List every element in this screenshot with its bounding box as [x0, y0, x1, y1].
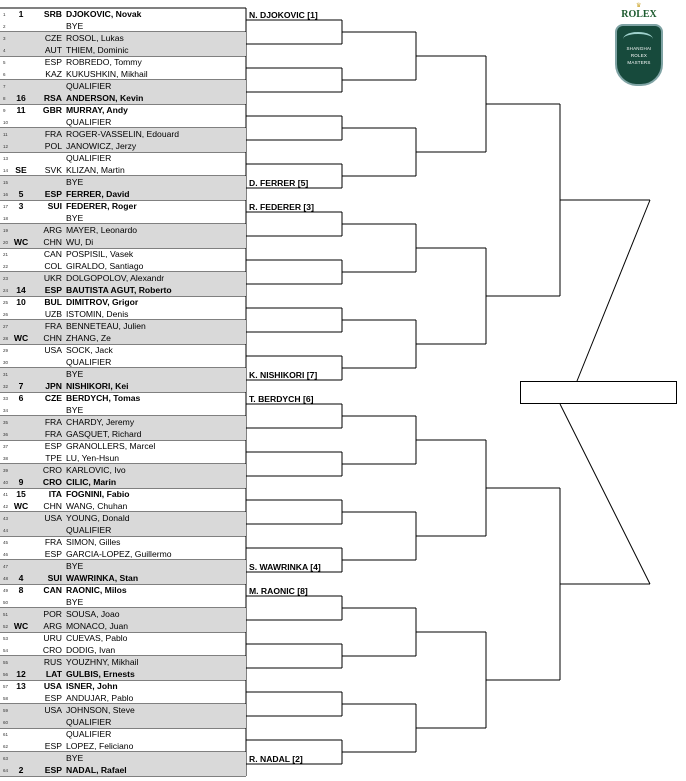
draw-line — [0, 80, 246, 92]
draw-line — [0, 68, 246, 80]
final-winner-box — [520, 381, 677, 404]
draw-number: 49 — [3, 588, 9, 593]
draw-number: 61 — [3, 732, 9, 737]
draw-line — [0, 572, 246, 584]
player-name: ZHANG, Ze — [66, 333, 111, 343]
draw-line — [0, 440, 246, 452]
draw-line — [0, 656, 246, 668]
country-code: USA — [44, 705, 62, 715]
round-two-winner: R. FEDERER [3] — [249, 202, 314, 212]
player-name: KLIZAN, Martin — [66, 165, 125, 175]
player-name: BYE — [66, 561, 84, 571]
draw-line — [0, 464, 246, 476]
country-code: ESP — [44, 57, 62, 67]
player-name: BERDYCH, Tomas — [66, 393, 141, 403]
country-code: CHN — [43, 333, 62, 343]
draw-number: 32 — [3, 384, 9, 389]
draw-line — [0, 56, 246, 68]
draw-line — [0, 680, 246, 692]
draw-number: 59 — [3, 708, 9, 713]
draw-line — [0, 536, 246, 548]
country-code: TPE — [45, 453, 62, 463]
seed-label: 10 — [16, 297, 26, 307]
country-code: ESP — [44, 285, 62, 295]
country-code: USA — [43, 681, 62, 691]
player-name: ROGER-VASSELIN, Edouard — [66, 129, 180, 139]
draw-number: 25 — [3, 300, 9, 305]
draw-number: 31 — [3, 372, 9, 377]
draw-line — [0, 308, 246, 320]
draw-line — [0, 128, 246, 140]
player-name: ROSOL, Lukas — [66, 33, 124, 43]
draw-number: 26 — [3, 312, 9, 317]
draw-number: 39 — [3, 468, 9, 473]
player-name: MONACO, Juan — [66, 621, 129, 631]
country-code: CRO — [42, 645, 62, 655]
draw-number: 55 — [3, 660, 9, 665]
draw-number: 18 — [3, 216, 9, 221]
player-name: YOUNG, Donald — [66, 513, 130, 523]
draw-line — [0, 668, 246, 680]
country-code: SUI — [47, 573, 62, 583]
draw-line — [0, 584, 246, 596]
seed-label: 7 — [18, 381, 24, 391]
draw-line — [0, 20, 246, 32]
player-name: CHARDY, Jeremy — [66, 417, 135, 427]
draw-number: 20 — [3, 240, 9, 245]
draw-number: 35 — [3, 420, 9, 425]
seed-label: 4 — [18, 573, 24, 583]
draw-number: 6 — [3, 72, 6, 77]
draw-line — [0, 284, 246, 296]
draw-line — [0, 260, 246, 272]
player-name: DIMITROV, Grigor — [66, 297, 139, 307]
round-two-winner: S. WAWRINKA [4] — [249, 562, 321, 572]
draw-number: 28 — [3, 336, 9, 341]
country-code: COL — [44, 261, 62, 271]
draw-number: 16 — [3, 192, 9, 197]
draw-line — [0, 500, 246, 512]
country-code: ARG — [43, 225, 62, 235]
player-name: NADAL, Rafael — [66, 765, 127, 775]
draw-line — [0, 692, 246, 704]
draw-number: 47 — [3, 564, 9, 569]
seed-label: 3 — [18, 201, 24, 211]
draw-line — [0, 488, 246, 500]
draw-number: 14 — [3, 168, 9, 173]
round-two-winner: K. NISHIKORI [7] — [249, 370, 318, 380]
player-name: BYE — [66, 597, 84, 607]
round-two-winner: D. FERRER [5] — [249, 178, 309, 188]
player-name: POSPISIL, Vasek — [66, 249, 134, 259]
draw-line — [0, 296, 246, 308]
draw-line — [0, 224, 246, 236]
country-code: ESP — [44, 441, 62, 451]
draw-number: 38 — [3, 456, 9, 461]
seed-label: 8 — [18, 585, 24, 595]
draw-number: 36 — [3, 432, 9, 437]
draw-number: 60 — [3, 720, 9, 725]
player-name: ANDERSON, Kevin — [66, 93, 144, 103]
draw-number: 57 — [3, 684, 9, 689]
player-name: MAYER, Leonardo — [66, 225, 138, 235]
draw-line — [0, 428, 246, 440]
draw-number: 46 — [3, 552, 9, 557]
draw-line — [0, 344, 246, 356]
country-code: GBR — [42, 105, 62, 115]
player-name: BYE — [66, 213, 84, 223]
logo-line-1: SHANGHAI — [626, 46, 652, 51]
seed-label: 12 — [16, 669, 26, 679]
player-name: BYE — [66, 177, 84, 187]
draw-line — [0, 644, 246, 656]
country-code: JPN — [45, 381, 62, 391]
seed-label: 13 — [16, 681, 26, 691]
player-name: BYE — [66, 369, 84, 379]
player-name: QUALIFIER — [66, 153, 112, 163]
draw-number: 37 — [3, 444, 9, 449]
draw-line — [0, 512, 246, 524]
player-name: ISTOMIN, Denis — [66, 309, 129, 319]
player-name: THIEM, Dominic — [66, 45, 129, 55]
draw-number: 12 — [3, 144, 9, 149]
draw-line — [0, 272, 246, 284]
draw-line — [0, 596, 246, 608]
player-name: QUALIFIER — [66, 525, 112, 535]
country-code: AUT — [44, 45, 62, 55]
player-name: MURRAY, Andy — [66, 105, 128, 115]
player-name: LOPEZ, Feliciano — [66, 741, 134, 751]
draw-number: 29 — [3, 348, 9, 353]
draw-line — [0, 320, 246, 332]
draw-number: 44 — [3, 528, 9, 533]
player-name: JOHNSON, Steve — [66, 705, 135, 715]
round-two-winner: R. NADAL [2] — [249, 754, 303, 764]
country-code: CAN — [43, 585, 62, 595]
draw-number: 3 — [3, 36, 6, 41]
draw-number: 1 — [3, 12, 6, 17]
draw-line — [0, 704, 246, 716]
country-code: FRA — [44, 321, 62, 331]
player-name: BYE — [66, 405, 84, 415]
draw-line — [0, 476, 246, 488]
draw-number: 11 — [3, 132, 8, 137]
country-code: ESP — [44, 189, 62, 199]
draw-number: 54 — [3, 648, 9, 653]
draw-number: 8 — [3, 96, 6, 101]
player-name: KUKUSHKIN, Mikhail — [66, 69, 148, 79]
draw-number: 52 — [3, 624, 9, 629]
draw-line — [0, 560, 246, 572]
country-code: SVK — [44, 165, 62, 175]
country-code: URU — [43, 633, 62, 643]
country-code: POL — [44, 141, 62, 151]
draw-number: 9 — [3, 108, 6, 113]
country-code: ESP — [44, 741, 62, 751]
player-name: RAONIC, Milos — [66, 585, 127, 595]
country-code: FRA — [44, 129, 62, 139]
country-code: KAZ — [45, 69, 62, 79]
country-code: CZE — [44, 33, 62, 43]
draw-number: 19 — [3, 228, 9, 233]
round-two-winner: T. BERDYCH [6] — [249, 394, 314, 404]
seed-label: WC — [13, 621, 29, 631]
draw-number: 2 — [3, 24, 6, 29]
round-two-winner: N. DJOKOVIC [1] — [249, 10, 318, 20]
draw-number: 10 — [3, 120, 9, 125]
draw-line — [0, 32, 246, 44]
draw-line — [0, 188, 246, 200]
country-code: ITA — [48, 489, 62, 499]
player-name: LU, Yen-Hsun — [66, 453, 120, 463]
player-name: WAWRINKA, Stan — [66, 573, 139, 583]
player-name: YOUZHNY, Mikhail — [66, 657, 139, 667]
draw-number: 34 — [3, 408, 9, 413]
player-name: QUALIFIER — [66, 729, 112, 739]
player-name: GIRALDO, Santiago — [66, 261, 144, 271]
country-code: CAN — [43, 249, 62, 259]
draw-line — [0, 716, 246, 728]
country-code: RUS — [43, 657, 62, 667]
draw-number: 63 — [3, 756, 9, 761]
draw-number: 53 — [3, 636, 9, 641]
draw-line — [0, 728, 246, 740]
player-name: KARLOVIC, Ivo — [66, 465, 126, 475]
draw-line — [0, 212, 246, 224]
draw-line — [0, 356, 246, 368]
player-name: QUALIFIER — [66, 717, 112, 727]
country-code: BUL — [44, 297, 62, 307]
seed-label: 6 — [18, 393, 24, 403]
seed-label: 2 — [18, 765, 24, 775]
draw-line — [0, 164, 246, 176]
draw-line — [0, 764, 246, 776]
draw-number: 56 — [3, 672, 9, 677]
draw-line — [0, 740, 246, 752]
country-code: ESP — [44, 693, 62, 703]
country-code: ESP — [44, 765, 62, 775]
draw-line — [0, 140, 246, 152]
final-diagonal-top — [577, 200, 650, 381]
country-code: USA — [44, 513, 62, 523]
country-code: RSA — [43, 93, 62, 103]
country-code: CZE — [44, 393, 62, 403]
logo-line-2: ROLEX — [630, 53, 648, 58]
draw-number: 48 — [3, 576, 9, 581]
swoop-icon — [623, 32, 653, 46]
country-code: FRA — [44, 417, 62, 427]
draw-line — [0, 620, 246, 632]
draw-number: 23 — [3, 276, 9, 281]
draw-line — [0, 524, 246, 536]
country-code: UZB — [44, 309, 62, 319]
draw-line — [0, 548, 246, 560]
draw-line — [0, 248, 246, 260]
draw-line — [0, 608, 246, 620]
seed-label: WC — [13, 237, 29, 247]
player-name: DOLGOPOLOV, Alexandr — [66, 273, 165, 283]
player-name: SIMON, Gilles — [66, 537, 121, 547]
player-name: QUALIFIER — [66, 117, 112, 127]
player-name: ANDUJAR, Pablo — [66, 693, 134, 703]
draw-number: 17 — [3, 204, 9, 209]
player-name: DJOKOVIC, Novak — [66, 9, 142, 19]
draw-line — [0, 104, 246, 116]
draw-number: 64 — [3, 768, 9, 773]
seed-label: 11 — [16, 105, 26, 115]
player-name: CUEVAS, Pablo — [66, 633, 128, 643]
logo-brand: ROLEX — [621, 9, 657, 20]
draw-number: 51 — [3, 612, 9, 617]
seed-label: WC — [13, 333, 29, 343]
country-code: POR — [43, 609, 62, 619]
player-name: DODIG, Ivan — [66, 645, 116, 655]
country-code: ESP — [44, 549, 62, 559]
player-name: QUALIFIER — [66, 357, 112, 367]
country-code: UKR — [43, 273, 62, 283]
draw-line — [0, 8, 246, 20]
player-name: WANG, Chuhan — [66, 501, 128, 511]
final-diagonal-bottom — [560, 404, 650, 584]
player-name: ROBREDO, Tommy — [66, 57, 142, 67]
draw-number: 4 — [3, 48, 6, 53]
draw-number: 58 — [3, 696, 9, 701]
draw-number: 7 — [3, 84, 6, 89]
draw-number: 21 — [3, 252, 9, 257]
player-name: FOGNINI, Fabio — [66, 489, 130, 499]
draw-number: 42 — [3, 504, 9, 509]
draw-number: 24 — [3, 288, 9, 293]
draw-number: 27 — [3, 324, 9, 329]
draw-number: 40 — [3, 480, 9, 485]
country-code: USA — [44, 345, 62, 355]
draw-line — [0, 152, 246, 164]
draw-number: 13 — [3, 156, 9, 161]
country-code: CHN — [43, 501, 62, 511]
draw-line — [0, 632, 246, 644]
player-name: GRANOLLERS, Marcel — [66, 441, 156, 451]
draw-number: 22 — [3, 264, 9, 269]
player-name: WU, Di — [66, 237, 94, 247]
country-code: ARG — [43, 621, 62, 631]
draw-number: 30 — [3, 360, 9, 365]
draw-number: 43 — [3, 516, 9, 521]
country-code: FRA — [44, 429, 62, 439]
player-name: GARCIA-LOPEZ, Guillermo — [66, 549, 172, 559]
draw-line — [0, 92, 246, 104]
draw-number: 33 — [3, 396, 9, 401]
seed-label: 14 — [16, 285, 26, 295]
draw-line — [0, 116, 246, 128]
draw-number: 45 — [3, 540, 9, 545]
player-name: SOUSA, Joao — [66, 609, 120, 619]
draw-line — [0, 752, 246, 764]
country-code: CHN — [43, 237, 62, 247]
country-code: FRA — [44, 537, 62, 547]
seed-label: 15 — [16, 489, 26, 499]
draw-line — [0, 200, 246, 212]
country-code: SRB — [43, 9, 62, 19]
draw-number: 50 — [3, 600, 9, 605]
player-name: JANOWICZ, Jerzy — [66, 141, 137, 151]
country-code: CRO — [42, 477, 62, 487]
draw-number: 5 — [3, 60, 6, 65]
draw-line — [0, 404, 246, 416]
player-name: ISNER, John — [66, 681, 118, 691]
player-name: GASQUET, Richard — [66, 429, 142, 439]
round-two-winner: M. RAONIC [8] — [249, 586, 308, 596]
draw-line — [0, 416, 246, 428]
player-name: NISHIKORI, Kei — [66, 381, 129, 391]
draw-line — [0, 452, 246, 464]
country-code: SUI — [47, 201, 62, 211]
player-name: FEDERER, Roger — [66, 201, 137, 211]
player-name: BYE — [66, 753, 84, 763]
logo-line-3: MASTERS — [627, 60, 651, 65]
draw-line — [0, 368, 246, 380]
draw-line — [0, 392, 246, 404]
player-name: FERRER, David — [66, 189, 130, 199]
country-code: LAT — [45, 669, 62, 679]
crown-icon: ♛ — [636, 3, 642, 9]
player-name: CILIC, Marin — [66, 477, 117, 487]
player-name: QUALIFIER — [66, 81, 112, 91]
seed-label: 1 — [18, 9, 24, 19]
player-name: BENNETEAU, Julien — [66, 321, 146, 331]
player-name: BAUTISTA AGUT, Roberto — [66, 285, 172, 295]
shield-emblem — [615, 24, 663, 86]
shanghai-rolex-masters-logo — [612, 4, 666, 88]
seed-label: SE — [15, 165, 27, 175]
draw-line — [0, 44, 246, 56]
seed-label: 16 — [16, 93, 26, 103]
player-name: BYE — [66, 21, 84, 31]
draw-line — [0, 176, 246, 188]
draw-number: 62 — [3, 744, 9, 749]
player-name: SOCK, Jack — [66, 345, 113, 355]
seed-label: 5 — [18, 189, 24, 199]
seed-label: WC — [13, 501, 29, 511]
draw-line — [0, 332, 246, 344]
draw-line — [0, 380, 246, 392]
seed-label: 9 — [18, 477, 24, 487]
draw-number: 15 — [3, 180, 9, 185]
draw-line — [0, 236, 246, 248]
player-name: GULBIS, Ernests — [66, 669, 135, 679]
country-code: CRO — [42, 465, 62, 475]
draw-number: 41 — [3, 492, 9, 497]
